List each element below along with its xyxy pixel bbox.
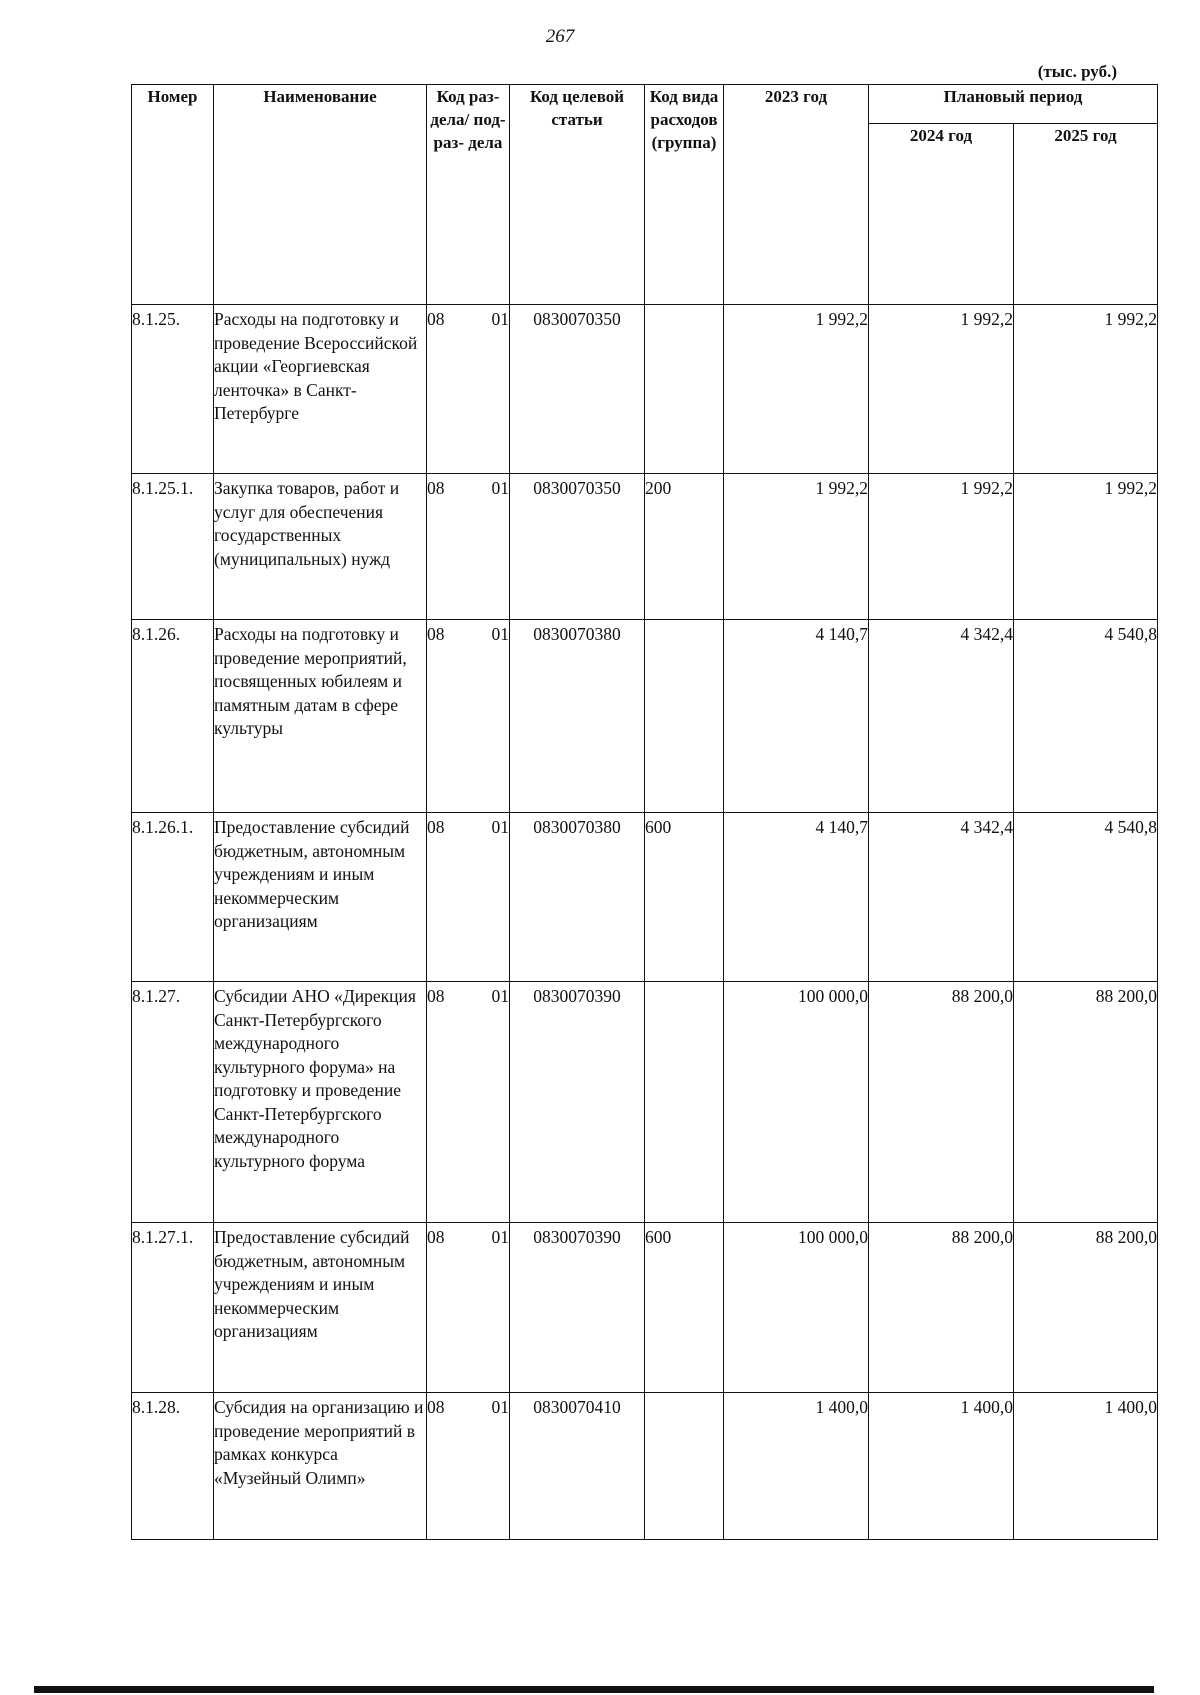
row-section-code <box>427 1393 510 1540</box>
row-value-2023: 100 000,0 <box>724 1223 869 1393</box>
row-target-code: 0830070350 <box>510 305 645 474</box>
row-value-2023: 4 140,7 <box>724 813 869 982</box>
table-body <box>132 305 1158 1540</box>
row-number: 8.1.26. <box>132 620 214 813</box>
row-section-code <box>427 1223 510 1393</box>
header-year-2023: 2023 год <box>724 85 869 305</box>
table-row <box>132 1393 1158 1540</box>
row-target-code: 0830070410 <box>510 1393 645 1540</box>
section-code: 08 <box>427 478 445 498</box>
section-code: 08 <box>427 309 445 329</box>
row-value-2023: 1 992,2 <box>724 474 869 620</box>
row-expense-type <box>645 982 724 1223</box>
row-name: Предоставление субсидий бюджетным, автономным учреждениям и иным некоммерческим организациям <box>214 1223 427 1393</box>
header-section-code: Код раз- дела/ под- раз- дела <box>427 85 510 305</box>
subsection-code: 01 <box>491 478 509 498</box>
row-name: Субсидии АНО «Дирекция Санкт-Петербургского международного культурного форума» на подготовку и проведение Санкт-Петербургского международного культурного форума <box>214 982 427 1223</box>
row-target-code: 0830070390 <box>510 1223 645 1393</box>
table-row <box>132 813 1158 982</box>
row-expense-type: 200 <box>645 474 724 620</box>
row-target-code: 0830070350 <box>510 474 645 620</box>
row-expense-type: 600 <box>645 813 724 982</box>
subsection-code: 01 <box>491 1397 509 1417</box>
subsection-code: 01 <box>491 817 509 837</box>
table-header-row <box>132 85 1158 124</box>
section-code: 08 <box>427 624 445 644</box>
row-name: Расходы на подготовку и проведение мероприятий, посвященных юбилеям и памятным датам в сфере культуры <box>214 620 427 813</box>
table-row <box>132 982 1158 1223</box>
row-value-2025: 4 540,8 <box>1014 813 1158 982</box>
header-target-code: Код целевой статьи <box>510 85 645 305</box>
row-expense-type <box>645 620 724 813</box>
row-section-code <box>427 474 510 620</box>
row-value-2024: 1 400,0 <box>869 1393 1014 1540</box>
header-number: Номер <box>132 85 214 305</box>
row-section-code <box>427 305 510 474</box>
row-section-code <box>427 620 510 813</box>
row-number: 8.1.25.1. <box>132 474 214 620</box>
table-row <box>132 1223 1158 1393</box>
section-code: 08 <box>427 1227 445 1247</box>
row-expense-type: 600 <box>645 1223 724 1393</box>
row-value-2024: 1 992,2 <box>869 305 1014 474</box>
subsection-code: 01 <box>491 309 509 329</box>
row-section-code <box>427 813 510 982</box>
row-number: 8.1.28. <box>132 1393 214 1540</box>
row-value-2025: 1 400,0 <box>1014 1393 1158 1540</box>
row-value-2024: 88 200,0 <box>869 982 1014 1223</box>
row-value-2025: 88 200,0 <box>1014 982 1158 1223</box>
section-code: 08 <box>427 1397 445 1417</box>
header-year-2025: 2025 год <box>1014 124 1158 305</box>
row-name: Расходы на подготовку и проведение Всероссийской акции «Георгиевская ленточка» в Санкт-Петербурге <box>214 305 427 474</box>
page-number: 267 <box>545 26 575 47</box>
header-name: Наименование <box>214 85 427 305</box>
row-value-2023: 1 992,2 <box>724 305 869 474</box>
row-value-2024: 1 992,2 <box>869 474 1014 620</box>
row-value-2024: 4 342,4 <box>869 620 1014 813</box>
table-row <box>132 474 1158 620</box>
row-target-code: 0830070380 <box>510 620 645 813</box>
row-number: 8.1.27.1. <box>132 1223 214 1393</box>
row-name: Субсидия на организацию и проведение мероприятий в рамках конкурса «Музейный Олимп» <box>214 1393 427 1540</box>
row-section-code <box>427 982 510 1223</box>
row-number: 8.1.27. <box>132 982 214 1223</box>
subsection-code: 01 <box>491 624 509 644</box>
row-value-2024: 4 342,4 <box>869 813 1014 982</box>
row-value-2023: 1 400,0 <box>724 1393 869 1540</box>
row-number: 8.1.26.1. <box>132 813 214 982</box>
subsection-code: 01 <box>491 1227 509 1247</box>
section-code: 08 <box>427 986 445 1006</box>
row-expense-type <box>645 1393 724 1540</box>
row-name: Предоставление субсидий бюджетным, автономным учреждениям и иным некоммерческим организациям <box>214 813 427 982</box>
row-value-2025: 88 200,0 <box>1014 1223 1158 1393</box>
bottom-rule <box>34 1686 1154 1693</box>
row-value-2025: 4 540,8 <box>1014 620 1158 813</box>
row-value-2024: 88 200,0 <box>869 1223 1014 1393</box>
row-value-2023: 4 140,7 <box>724 620 869 813</box>
row-target-code: 0830070390 <box>510 982 645 1223</box>
row-expense-type <box>645 305 724 474</box>
header-expense-type-code: Код вида расходов (группа) <box>645 85 724 305</box>
section-code: 08 <box>427 817 445 837</box>
row-value-2025: 1 992,2 <box>1014 474 1158 620</box>
row-value-2025: 1 992,2 <box>1014 305 1158 474</box>
units-label: (тыс. руб.) <box>1037 62 1117 81</box>
table-row <box>132 305 1158 474</box>
header-year-2024: 2024 год <box>869 124 1014 305</box>
header-planning-period: Плановый период <box>869 85 1158 124</box>
row-name: Закупка товаров, работ и услуг для обеспечения государственных (муниципальных) нужд <box>214 474 427 620</box>
row-value-2023: 100 000,0 <box>724 982 869 1223</box>
budget-table <box>131 84 1158 1540</box>
subsection-code: 01 <box>491 986 509 1006</box>
row-target-code: 0830070380 <box>510 813 645 982</box>
row-number: 8.1.25. <box>132 305 214 474</box>
table-row <box>132 620 1158 813</box>
